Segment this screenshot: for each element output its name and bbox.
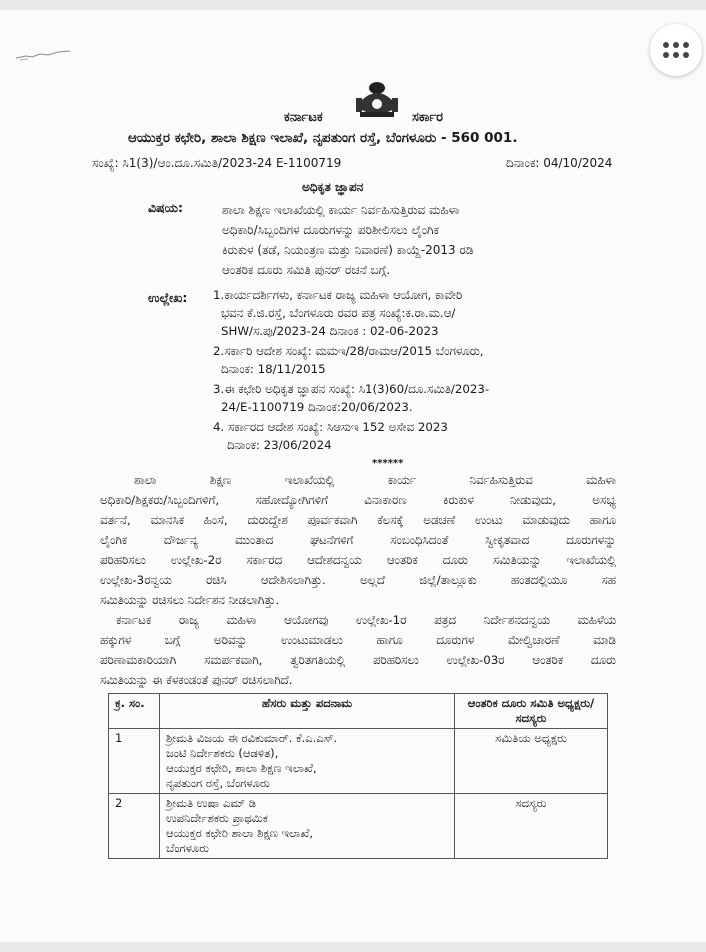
- body-line: ಕರ್ನಾಟಕ ರಾಜ್ಯ ಮಹಿಳಾ ಆಯೋಗವು ಉಲ್ಲೇಖ-1ರ ಪತ್ರದ ನಿರ್ದೇಶನದನ್ವಯ ಮಹಿಳೆಯ: [116, 613, 616, 627]
- reference-item: [213, 286, 489, 340]
- more-options-button[interactable]: [650, 24, 702, 76]
- subject-text: [222, 200, 473, 280]
- reference-item: [213, 418, 489, 454]
- document-title: ಅಧಿಕೃತ ಜ್ಞಾಪನ: [302, 180, 364, 194]
- row-number: 1: [109, 729, 160, 794]
- member-role: ಸಮಿತಿಯ ಅಧ್ಯಕ್ಷರು: [455, 729, 608, 794]
- table-row: [109, 794, 608, 859]
- member-line: ಶ್ರೀಮತಿ ವಿಜಯ ಈ ರವಿಕುಮಾರ್. ಕೆ.ಎ.ಎಸ್.: [166, 731, 338, 745]
- bottom-gray-bar: [0, 942, 706, 952]
- state-emblem-icon: [352, 78, 402, 120]
- body-line: ಉಲ್ಲೇಖ-3ರನ್ವಯ ರಚಿಸಿ ಆದೇಶಿಸಲಾಗಿತ್ತು. ಅಲ್ಲದೆ ಜಿಲ್ಲೆ/ತಾಲ್ಲೂಕು ಹಂತದಲ್ಲಿಯೂ ಸಹ: [100, 573, 616, 587]
- reference-line: SHW/ಸ.ಪು/2023-24 ದಿನಾಂಕ : 02-06-2023: [221, 324, 439, 338]
- body-line: ಹಕ್ಕುಗಳ ಬಗ್ಗೆ ಅರಿವನ್ನು ಉಂಟುಮಾಡಲು ಹಾಗೂ ದೂರುಗಳ ಮೇಲ್ವಿಚಾರಣೆ ಮಾಡಿ: [100, 633, 616, 647]
- column-header: ಆಂತರಿಕ ದೂರು ಸಮಿತಿ ಅಧ್ಯಕ್ಷರು/ಸದಸ್ಯರು: [455, 694, 608, 729]
- body-line: ಸಮಿತಿಯನ್ನು ಈ ಕೆಳಕಂಡಂತೆ ಪುನರ್ ರಚಿಸಲಾಗಿದೆ.: [100, 673, 293, 687]
- office-address: ಆಯುಕ್ತರ ಕಛೇರಿ, ಶಾಲಾ ಶಿಕ್ಷಣ ಇಲಾಖೆ, ನೃಪತುಂಗ ರಸ್ತೆ, ಬೆಂಗಳೂರು - 560 001.: [128, 130, 518, 146]
- subject-line: ಅಧಿಕಾರಿ/ಸಿಬ್ಬಂದಿಗಳ ದೂರುಗಳನ್ನು ಪರಿಶೀಲಿಸಲು ಲೈಂಗಿಕ: [222, 223, 439, 237]
- government-name-left: ಕರ್ನಾಟಕ: [284, 110, 323, 125]
- body-line: ಸಮಿತಿಯನ್ನು ರಚಿಸಲು ನಿರ್ದೇಶನ ನೀಡಲಾಗಿತ್ತು.: [100, 593, 280, 607]
- member-line: ಬೆಂಗಳೂರು: [166, 841, 209, 855]
- separator-stars: ******: [372, 458, 404, 469]
- row-number: 2: [109, 794, 160, 859]
- committee-table: [108, 693, 608, 859]
- reference-line: 4. ಸರ್ಕಾರದ ಆದೇಶ ಸಂಖ್ಯೆ: ಸಿಆಸುಇ 152 ಅಸೇವ 2023: [213, 420, 448, 434]
- references-label: ಉಲ್ಲೇಖ:: [148, 290, 188, 305]
- column-header: ಕ್ರ. ಸಂ.: [109, 694, 160, 729]
- reference-line: ಭವನ ಕೆ.ಜಿ.ರಸ್ತೆ, ಬೆಂಗಳೂರು ರವರ ಪತ್ರ ಸಂಖ್ಯೆ:ಕ.ರಾ.ಮ.ಆ/: [221, 306, 456, 320]
- document-date: ದಿನಾಂಕ: 04/10/2024: [506, 156, 613, 170]
- subject-label: ವಿಷಯ:: [148, 200, 183, 215]
- subject-line: ಶಾಲಾ ಶಿಕ್ಷಣ ಇಲಾಖೆಯಲ್ಲಿ ಕಾರ್ಯ ನಿರ್ವಹಿಸುತ್ತಿರುವ ಮಹಿಳಾ: [222, 203, 460, 217]
- pen-mark-icon: [14, 48, 74, 62]
- column-header: ಹೆಸರು ಮತ್ತು ಪದನಾಮ: [160, 694, 455, 729]
- body-line: ಶಾಲಾ ಶಿಕ್ಷಣ ಇಲಾಖೆಯಲ್ಲಿ ಕಾರ್ಯ ನಿರ್ವಹಿಸುತ್ತಿರುವ ಮಹಿಳಾ: [134, 473, 616, 487]
- reference-line: ದಿನಾಂಕ: 18/11/2015: [221, 362, 326, 376]
- government-name-right: ಸರ್ಕಾರ: [412, 110, 443, 125]
- reference-line: 2.ಸರ್ಕಾರಿ ಆದೇಶ ಸಂಖ್ಯೆ: ಮಮಇ/28/ರಾಮಆ/2015 ಬೆಂಗಳೂರು,: [213, 344, 484, 358]
- body-line: ಅಧಿಕಾರಿ/ಶಿಕ್ಷಕರು/ಸಿಬ್ಬಂದಿಗಳಿಗೆ, ಸಹೋದ್ಯೋಗಿಗಳಿಗೆ ವಿನಾಕಾರಣ ಕಿರುಕುಳ ನೀಡುವುದು, ಅಸಭ್ಯ: [100, 493, 616, 507]
- member-name: [160, 794, 455, 859]
- body-line: ಪರಿಹರಿಸಲು ಉಲ್ಲೇಖ-2ರ ಸರ್ಕಾರದ ಆದೇಶದನ್ವಯ ಆಂತರಿಕ ದೂರು ಸಮಿತಿಯನ್ನು ಇಲಾಖೆಯಲ್ಲಿ: [100, 553, 616, 567]
- body-line: ಪರಿಣಾಮಕಾರಿಯಾಗಿ ಸಮರ್ಪಕವಾಗಿ, ತ್ವರಿತಗತಿಯಲ್ಲಿ ಪರಿಹರಿಸಲು ಉಲ್ಲೇಖ-03ರ ಆಂತರಿಕ ದೂರು: [100, 653, 616, 667]
- more-dots-icon: [663, 42, 689, 58]
- reference-line: 24/E-1100719 ದಿನಾಂಕ:20/06/2023.: [221, 400, 413, 414]
- top-gray-bar: [0, 0, 706, 10]
- subject-line: ಆಂತರಿಕ ದೂರು ಸಮಿತಿ ಪುನರ್ ರಚನೆ ಬಗ್ಗೆ.: [222, 263, 391, 277]
- document-page: [0, 10, 706, 942]
- member-line: ಶ್ರೀಮತಿ ಉಷಾ ಎಮ್ ಡಿ: [166, 796, 256, 810]
- references-list: [213, 286, 489, 456]
- table-row: [109, 729, 608, 794]
- member-line: ಆಯುಕ್ತರ ಕಛೇರಿ ಶಾಲಾ ಶಿಕ್ಷಣ ಇಲಾಖೆ,: [166, 826, 313, 840]
- body-text: [100, 470, 616, 690]
- member-line: ಉಪನಿರ್ದೇಶಕರು ಪ್ರಾಥಮಿಕ: [166, 811, 268, 825]
- member-name: [160, 729, 455, 794]
- reference-item: [213, 380, 489, 416]
- member-role: ಸದಸ್ಯರು: [455, 794, 608, 859]
- reference-line: 3.ಈ ಕಛೇರಿ ಅಧಿಕೃತ ಜ್ಞಾಪನ ಸಂಖ್ಯೆ: ಸಿ1(3)60/ದೂ.ಸಮಿತಿ/2023-: [213, 382, 490, 396]
- reference-item: [213, 342, 489, 378]
- member-line: ನೃಪತುಂಗ ರಸ್ತೆ, ಬೆಂಗಳೂರು: [166, 776, 270, 790]
- member-line: ಜಂಟಿ ನಿರ್ದೇಶಕರು (ಆಡಳಿತ),: [166, 746, 279, 760]
- body-line: ವರ್ತನೆ, ಮಾನಸಿಕ ಹಿಂಸೆ, ದುರುದ್ದೇಶ ಪೂರ್ವಕವಾಗಿ ಕೆಲಸಕ್ಕೆ ಅಡಚಣೆ ಉಂಟು ಮಾಡುವುದು ಹಾಗೂ: [100, 513, 616, 527]
- reference-line: 1.ಕಾರ್ಯದರ್ಶಿಗಳು, ಕರ್ನಾಟಕ ರಾಜ್ಯ ಮಹಿಳಾ ಆಯೋಗ, ಕಾವೇರಿ: [213, 288, 463, 302]
- reference-number: ಸಂಖ್ಯೆ: ಸಿ1(3)/ಆಂ.ದೂ.ಸಮಿತಿ/2023-24 E-1100719: [92, 156, 342, 170]
- reference-line: ದಿನಾಂಕ: 23/06/2024: [227, 438, 332, 452]
- table-header-row: [109, 694, 608, 729]
- body-line: ಲೈಂಗಿಕ ದೌರ್ಜನ್ಯ ಮುಂತಾದ ಘಟನೆಗಳಿಗೆ ಸಂಬಂಧಿಸಿದಂತೆ ಸ್ವೀಕೃತವಾದ ದೂರುಗಳನ್ನು: [100, 533, 616, 547]
- subject-line: ಕಿರುಕುಳ (ತಡೆ, ನಿಯಂತ್ರಣ ಮತ್ತು ನಿವಾರಣೆ) ಕಾಯ್ದೆ-2013 ರಡಿ: [222, 243, 474, 257]
- member-line: ಆಯುಕ್ತರ ಕಛೇರಿ, ಶಾಲಾ ಶಿಕ್ಷಣ ಇಲಾಖೆ,: [166, 761, 317, 775]
